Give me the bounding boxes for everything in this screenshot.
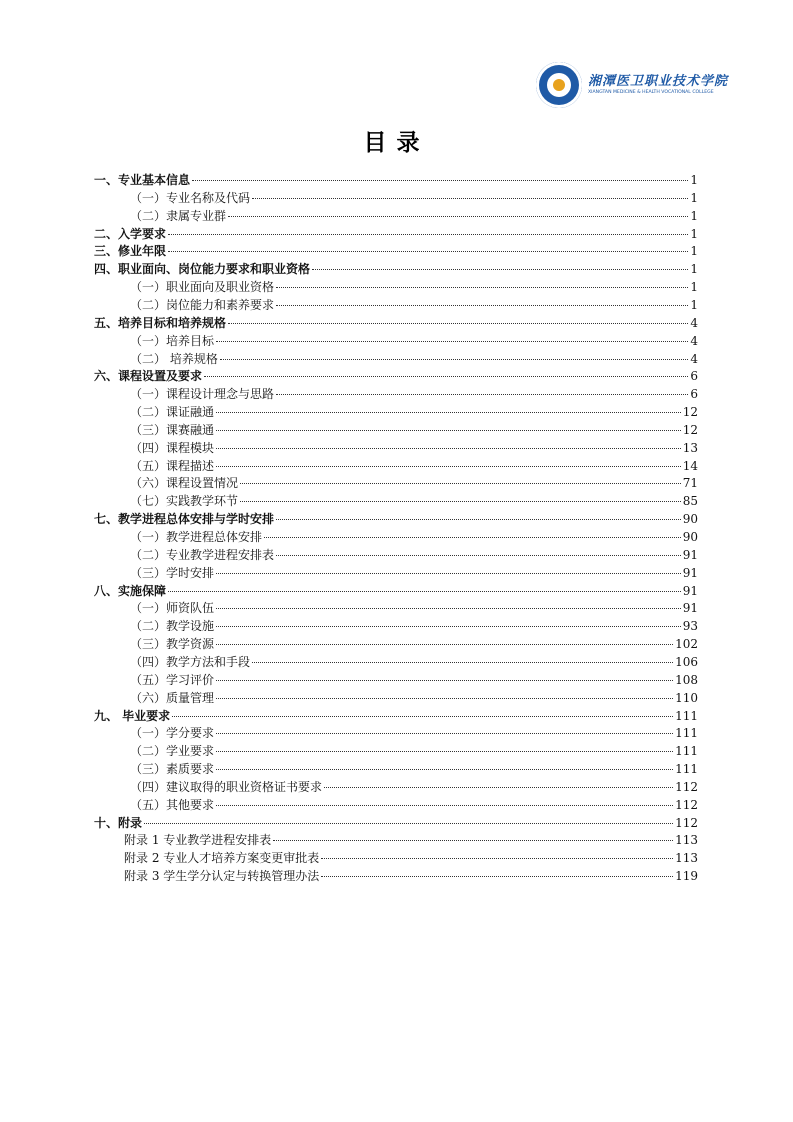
toc-dot-leader <box>216 626 681 627</box>
toc-entry-page: 1 <box>690 280 698 295</box>
toc-entry[interactable] <box>94 367 698 385</box>
toc-entry-label: （三）课赛融通 <box>130 422 215 437</box>
toc-dot-leader <box>273 840 673 841</box>
toc-entry-label: （五）其他要求 <box>130 797 215 812</box>
toc-entry[interactable] <box>130 796 698 814</box>
toc-entry[interactable] <box>130 760 698 778</box>
toc-entry-page: 110 <box>675 690 698 705</box>
toc-entry-page: 108 <box>675 672 698 687</box>
toc-entry-label: （三）教学资源 <box>130 637 215 652</box>
toc-entry-page: 111 <box>675 762 698 777</box>
toc-dot-leader <box>216 644 673 645</box>
page-title: 目录 <box>363 130 430 156</box>
toc-entry-label: （六）质量管理 <box>130 690 215 705</box>
toc-dot-leader <box>216 733 673 734</box>
toc-entry[interactable] <box>130 207 698 225</box>
toc-dot-leader <box>216 430 681 431</box>
toc-entry[interactable] <box>94 171 698 189</box>
toc-entry-label: （四）教学方法和手段 <box>130 654 251 669</box>
toc-entry-label: （二）专业教学进程安排表 <box>130 547 275 562</box>
toc-dot-leader <box>168 234 688 235</box>
toc-entry-page: 102 <box>675 637 698 652</box>
toc-dot-leader <box>216 751 673 752</box>
toc-entry-page: 91 <box>682 601 698 616</box>
toc-entry-label: （四）课程模块 <box>130 440 215 455</box>
toc-entry-page: 4 <box>690 333 698 348</box>
toc-entry-label: （一）专业名称及代码 <box>130 190 251 205</box>
toc-dot-leader <box>204 376 688 377</box>
toc-dot-leader <box>216 573 681 574</box>
toc-entry-label: 九、 毕业要求 <box>94 708 171 723</box>
toc-entry[interactable] <box>130 332 698 350</box>
toc-entry[interactable] <box>94 707 698 725</box>
toc-entry[interactable] <box>130 350 698 368</box>
toc-dot-leader <box>168 251 688 252</box>
toc-entry-label: 附录 3 学生学分认定与转换管理办法 <box>124 869 320 884</box>
toc-entry-page: 113 <box>675 851 698 866</box>
toc-dot-leader <box>216 412 681 413</box>
toc-entry-label: 十、附录 <box>94 815 143 830</box>
toc-entry-label: （四）建议取得的职业资格证书要求 <box>130 779 323 794</box>
toc-entry-page: 111 <box>675 744 698 759</box>
toc-entry-page: 91 <box>682 547 698 562</box>
toc-dot-leader <box>228 323 688 324</box>
toc-entry[interactable] <box>94 814 698 832</box>
toc-entry-label: 四、职业面向、岗位能力要求和职业资格 <box>94 262 311 277</box>
toc-entry[interactable] <box>130 474 698 492</box>
toc-dot-leader <box>216 341 688 342</box>
toc-entry-page: 12 <box>682 422 698 437</box>
toc-dot-leader <box>240 483 681 484</box>
toc-dot-leader <box>276 394 688 395</box>
toc-dot-leader <box>324 787 673 788</box>
toc-dot-leader <box>172 716 673 717</box>
toc-entry-label: （二）岗位能力和素养要求 <box>130 297 275 312</box>
toc-entry-label: （五）学习评价 <box>130 672 215 687</box>
toc-entry-page: 13 <box>682 440 698 455</box>
toc-entry-page: 1 <box>690 208 698 223</box>
toc-entry[interactable] <box>130 742 698 760</box>
toc-dot-leader <box>252 198 688 199</box>
toc-entry-label: （一）培养目标 <box>130 333 215 348</box>
toc-entry-label: （一）课程设计理念与思路 <box>130 387 275 402</box>
toc-dot-leader <box>321 876 673 877</box>
toc-entry-label: （二）教学设施 <box>130 619 215 634</box>
toc-entry-label: （二）隶属专业群 <box>130 208 227 223</box>
toc-dot-leader <box>216 608 681 609</box>
toc-entry-label: （一）师资队伍 <box>130 601 215 616</box>
toc-entry[interactable] <box>94 314 698 332</box>
toc-entry-label: （三）学时安排 <box>130 565 215 580</box>
toc-entry[interactable] <box>130 439 698 457</box>
toc-entry[interactable] <box>130 546 698 564</box>
toc-dot-leader <box>276 555 681 556</box>
college-seal-icon <box>536 62 582 108</box>
toc-entry-label: （五）课程描述 <box>130 458 215 473</box>
toc-entry[interactable] <box>94 510 698 528</box>
toc-entry-page: 1 <box>690 244 698 259</box>
toc-dot-leader <box>216 680 673 681</box>
toc-dot-leader <box>216 805 673 806</box>
toc-entry-page: 119 <box>675 869 698 884</box>
toc-entry[interactable] <box>130 492 698 510</box>
toc-dot-leader <box>240 501 681 502</box>
toc-dot-leader <box>228 216 688 217</box>
toc-entry-page: 71 <box>682 476 698 491</box>
toc-dot-leader <box>168 591 681 592</box>
toc-entry-label: 一、专业基本信息 <box>94 173 191 187</box>
toc-entry-page: 111 <box>675 708 698 723</box>
toc-entry[interactable] <box>124 831 698 849</box>
toc-entry[interactable] <box>130 617 698 635</box>
toc-dot-leader <box>216 448 681 449</box>
toc-entry-page: 6 <box>690 387 698 402</box>
toc-dot-leader <box>276 305 688 306</box>
toc-entry[interactable] <box>130 671 698 689</box>
toc-entry-page: 112 <box>675 797 698 812</box>
toc-entry[interactable] <box>94 582 698 600</box>
toc-entry-label: （二）课证融通 <box>130 405 215 420</box>
toc-entry-label: （二）学业要求 <box>130 744 215 759</box>
toc-dot-leader <box>220 359 689 360</box>
toc-dot-leader <box>216 466 681 467</box>
toc-entry[interactable] <box>130 421 698 439</box>
toc-entry-label: （三）素质要求 <box>130 762 215 777</box>
toc-entry-page: 113 <box>675 833 698 848</box>
toc-entry-page: 90 <box>682 530 698 544</box>
toc-entry-page: 1 <box>690 173 698 187</box>
toc-entry-page: 93 <box>682 619 698 634</box>
toc-entry[interactable] <box>124 849 698 867</box>
toc-entry-page: 91 <box>682 583 698 598</box>
toc-entry-label: 二、入学要求 <box>94 226 167 241</box>
toc-entry[interactable] <box>94 225 698 243</box>
toc-entry-page: 112 <box>675 815 698 830</box>
toc-entry-page: 106 <box>675 654 698 669</box>
toc-entry-page: 6 <box>690 369 698 384</box>
toc-dot-leader <box>276 287 688 288</box>
toc-dot-leader <box>216 698 673 699</box>
toc-dot-leader <box>312 269 688 270</box>
toc-entry-page: 14 <box>682 458 698 473</box>
toc-entry[interactable] <box>130 528 698 546</box>
toc-entry[interactable] <box>130 189 698 207</box>
toc-dot-leader <box>216 769 673 770</box>
toc-entry[interactable] <box>94 242 698 260</box>
toc-dot-leader <box>276 519 681 520</box>
toc-entry-page: 1 <box>690 297 698 312</box>
toc-dot-leader <box>321 858 673 859</box>
toc-entry[interactable] <box>130 689 698 707</box>
toc-entry-page: 85 <box>682 494 698 509</box>
toc-entry-page: 111 <box>675 726 698 741</box>
college-logo <box>536 62 729 108</box>
toc-entry-label: 七、教学进程总体安排与学时安排 <box>94 512 275 527</box>
toc-dot-leader <box>144 823 673 824</box>
toc-entry[interactable] <box>130 564 698 582</box>
toc-dot-leader <box>264 537 681 538</box>
toc-entry-page: 91 <box>682 565 698 580</box>
toc-entry-page: 90 <box>682 512 698 527</box>
toc-entry-label: （一）学分要求 <box>130 726 215 741</box>
toc-entry[interactable] <box>130 403 698 421</box>
logo-text-cn: 湘潭医卫职业技术学院 <box>588 74 729 89</box>
toc-entry[interactable] <box>130 385 698 403</box>
toc-entry[interactable] <box>130 778 698 796</box>
toc-entry[interactable] <box>130 653 698 671</box>
toc-entry[interactable] <box>130 599 698 617</box>
toc-entry-page: 1 <box>690 262 698 277</box>
toc-entry-label: 六、课程设置及要求 <box>94 369 203 384</box>
toc-entry-label: 五、培养目标和培养规格 <box>94 315 227 330</box>
toc-entry-page: 112 <box>675 779 698 794</box>
toc-entry-label: 附录 2 专业人才培养方案变更审批表 <box>124 851 320 866</box>
toc-entry-label: （一）职业面向及职业资格 <box>130 280 275 295</box>
toc-entry[interactable] <box>130 724 698 742</box>
toc-entry[interactable] <box>124 867 698 885</box>
toc-entry[interactable] <box>130 296 698 314</box>
toc-entry-label: 八、实施保障 <box>94 583 167 598</box>
toc-dot-leader <box>252 662 673 663</box>
toc-entry-label: （二） 培养规格 <box>130 351 218 366</box>
logo-text-en: XIANGTAN MEDICINE & HEALTH VOCATIONAL COLLEGE <box>588 90 714 95</box>
toc-entry[interactable] <box>130 457 698 475</box>
toc-entry-label: （六）课程设置情况 <box>130 476 239 491</box>
toc-entry-label: （一）教学进程总体安排 <box>130 530 263 544</box>
toc-dot-leader <box>192 180 688 181</box>
toc-entry-label: 附录 1 专业教学进程安排表 <box>124 833 272 848</box>
toc-entry-page: 1 <box>690 226 698 241</box>
toc-entry-page: 4 <box>690 351 698 366</box>
toc-entry[interactable] <box>94 260 698 278</box>
toc-entry-label: （七）实践教学环节 <box>130 494 239 509</box>
toc-entry-page: 12 <box>682 405 698 420</box>
toc-entry-page: 4 <box>690 315 698 330</box>
toc-entry-label: 三、修业年限 <box>94 244 167 259</box>
toc-entry[interactable] <box>130 278 698 296</box>
toc-entry[interactable] <box>130 635 698 653</box>
toc-entry-page: 1 <box>690 190 698 205</box>
